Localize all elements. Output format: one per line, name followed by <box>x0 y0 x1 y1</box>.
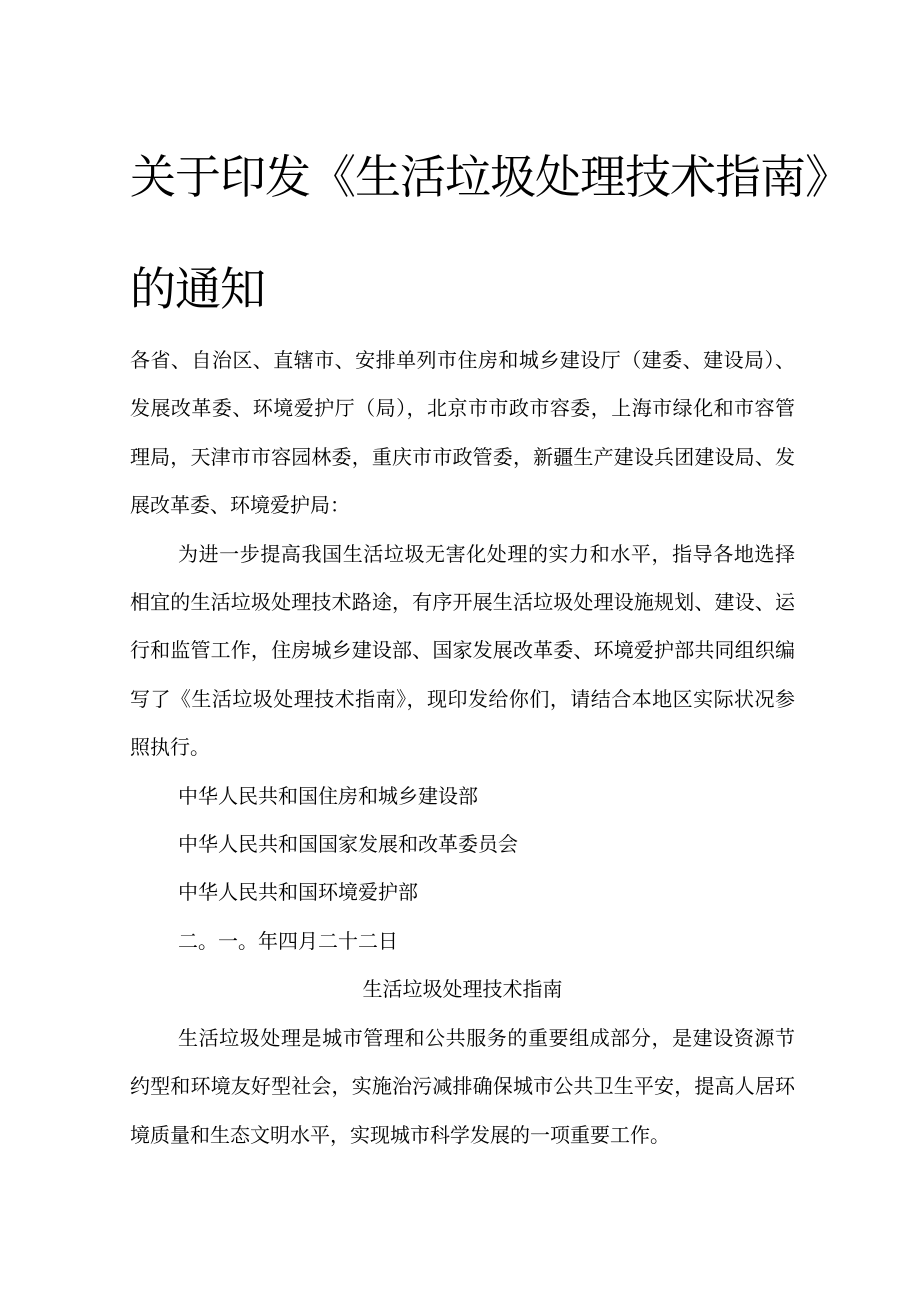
guide-intro-paragraph: 生活垃圾处理是城市管理和公共服务的重要组成部分，是建设资源节约型和环境友好型社会，实施治污减排确保城市公共卫生平安，提高人居环境质量和生态文明水平，实现城市科学发展的一项重要工作。 <box>130 1025 795 1147</box>
issue-date: 二。一。年四月二十二日 <box>178 928 398 953</box>
signer-environment: 中华人民共和国环境爱护部 <box>178 880 418 905</box>
addressee-paragraph: 各省、自治区、直辖市、安排单列市住房和城乡建设厅（建委、建设局）、发展改革委、环境爱护厅（局），北京市市政市容委，上海市绿化和市容管理局，天津市市容园林委，重庆市市政管委，新疆生产建设兵团建设局、发展改革委、环境爱护局： <box>130 348 795 518</box>
notice-body-paragraph: 为进一步提高我国生活垃圾无害化处理的实力和水平，指导各地选择相宜的生活垃圾处理技术路途，有序开展生活垃圾处理设施规划、建设、运行和监管工作，住房城乡建设部、国家发展改革委、环境爱护部共同组织编写了《生活垃圾处理技术指南》，现印发给你们，请结合本地区实际状况参照执行。 <box>130 541 795 760</box>
document-title-line-1: 关于印发《生活垃圾处理技术指南》 <box>130 150 850 204</box>
signer-ndrc: 中华人民共和国国家发展和改革委员会 <box>178 832 518 857</box>
document-body <box>130 336 795 1159</box>
guide-title: 生活垃圾处理技术指南 <box>362 977 563 1002</box>
document-title-line-2: 的通知 <box>130 262 265 316</box>
signer-ministry-housing: 中华人民共和国住房和城乡建设部 <box>178 783 478 808</box>
